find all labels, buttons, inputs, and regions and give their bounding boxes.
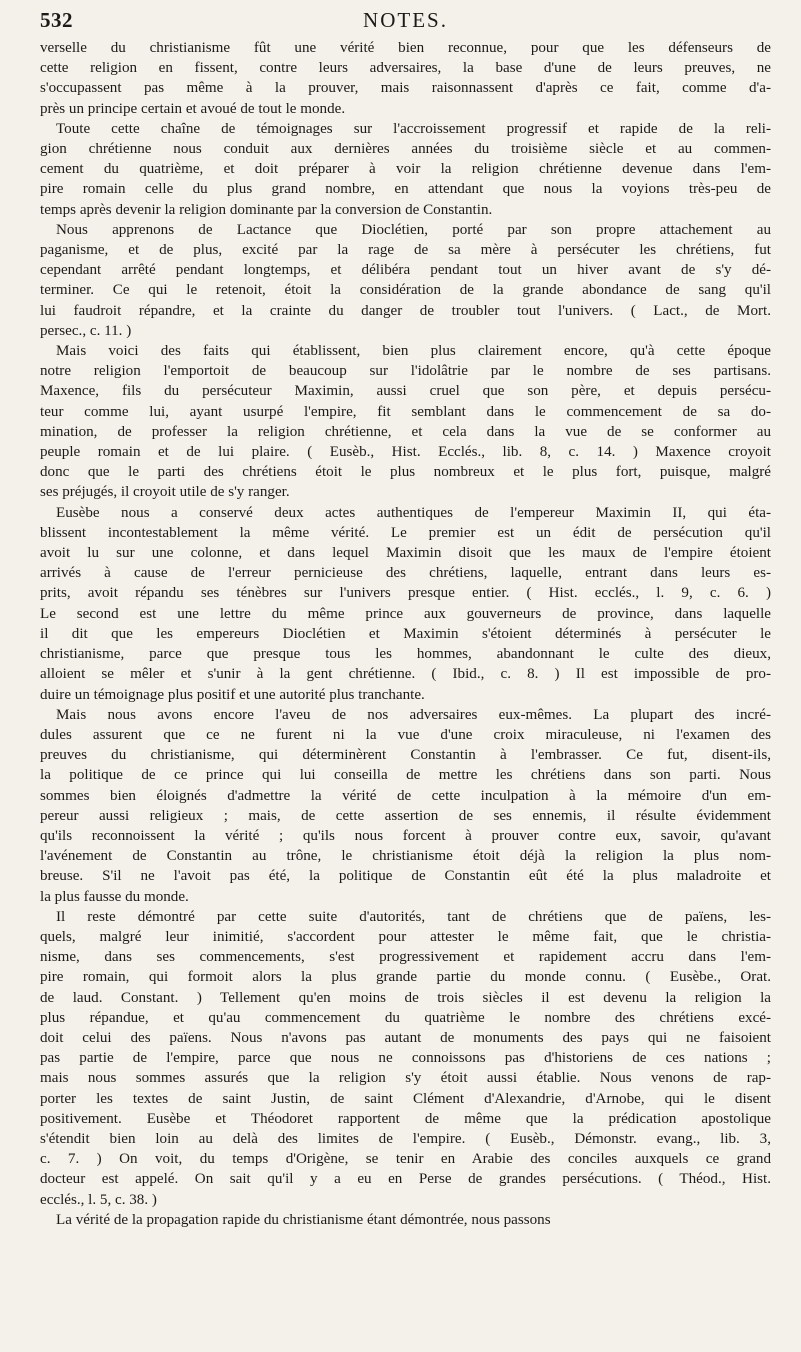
text-line: donc que le parti des chrétiens étoit le plus nombreux et le plus fort, puisque, malgré xyxy=(40,464,771,481)
text-line: paganisme, et de plus, excité par la rage de sa mère à persécuter les chrétiens, fut xyxy=(40,242,771,259)
text-line: il dit que les empereurs Dioclétien et Maximin s'étoient déterminés à persécuter le xyxy=(40,625,771,642)
text-line: Le second est une lettre du même prince aux gouverneurs de province, dans laquelle xyxy=(40,605,771,622)
paragraph xyxy=(40,220,771,341)
text-line: mination, de professer la religion chrétienne, et cela dans la vue de se conformer au xyxy=(40,423,771,440)
text-line: temps après devenir la religion dominante par la conversion de Constantin. xyxy=(40,201,493,218)
text-line: blissent incontestablement la même vérité. Le premier est un édit de persécution qu'il xyxy=(40,524,771,541)
text-line: Eusèbe nous a conservé deux actes authentiques de l'empereur Maximin II, qui éta- xyxy=(56,504,771,521)
text-line: Mais nous avons encore l'aveu de nos adversaires eux-mêmes. La plupart des incré- xyxy=(56,706,771,723)
text-line: docteur est appelé. On sait qu'il y a eu en Perse de grandes persécutions. ( Théod., Hist. xyxy=(40,1171,771,1188)
paragraph xyxy=(40,38,771,119)
text-line: sommes bien éloignés d'admettre la vérité de cette inculpation à la mémoire d'un em- xyxy=(40,787,771,804)
text-line: de laud. Constant. ) Tellement qu'en moins de trois siècles il est devenu la religion la xyxy=(40,989,771,1006)
text-line: porter les textes de saint Justin, de saint Clément d'Alexandrie, d'Arnobe, qui le disent xyxy=(40,1090,771,1107)
text-line: arrivés à cause de l'erreur pernicieuse des chrétiens, laquelle, entrant dans leurs es- xyxy=(40,565,771,582)
paragraph xyxy=(40,119,771,220)
running-title: NOTES. xyxy=(363,8,448,32)
text-line: notre religion l'emportoit de beaucoup sur l'idolâtrie par le nombre de ses partisans. xyxy=(40,363,771,380)
text-line: la politique de ce prince qui lui conseilla de mettre les chrétiens dans son parti. Nous xyxy=(40,767,771,784)
text-line: gion chrétienne nous conduit aux dernières années du troisième siècle et au commen- xyxy=(40,141,771,158)
text-line: pire romain celle du plus grand nombre, en attendant que nous la voyions très-peu de xyxy=(40,181,771,198)
text-line: Nous apprenons de Lactance que Dioclétien, porté par son propre attachement au xyxy=(56,221,771,238)
text-line: plus répandue, et qu'au commencement du quatrième le nombre des chrétiens excé- xyxy=(40,1009,771,1026)
paragraph xyxy=(40,1210,771,1230)
text-line: Toute cette chaîne de témoignages sur l'accroissement progressif et rapide de la reli- xyxy=(56,120,771,137)
text-line: breuse. S'il ne l'avoit pas été, la politique de Constantin eût été la plus maladroite et xyxy=(40,868,771,885)
text-line: qu'ils reconnoissent la vérité ; qu'ils nous forcent à prouver contre eux, savoir, qu'avant xyxy=(40,827,771,844)
text-line: c. 7. ) On voit, du temps d'Origène, se tenir en Arabie des conciles auxquels ce grand xyxy=(40,1151,771,1168)
text-line: pereur aussi religieux ; mais, de cette assertion de ses ennemis, il résulte évidemment xyxy=(40,807,771,824)
text-line: La vérité de la propagation rapide du christianisme étant démontrée, nous passons xyxy=(56,1211,551,1228)
text-line: s'occupassent pas même à la prouver, mais raisonnassent d'après ce fait, comme d'a- xyxy=(40,80,771,97)
text-line: christianisme, parce que presque tous les hommes, abandonnant le culte des dieux, xyxy=(40,646,771,663)
text-line: pire romain, qui formoit alors la plus grande partie du monde connu. ( Eusèbe., Orat. xyxy=(40,969,771,986)
text-line: verselle du christianisme fût une vérité bien reconnue, pour que les défenseurs de xyxy=(40,40,771,56)
text-line: dules assurent que ce ne furent ni la vue d'une croix miraculeuse, ni l'examen des xyxy=(40,726,771,743)
text-line: près un principe certain et avoué de tout le monde. xyxy=(40,100,346,117)
text-line: mais nous sommes assurés que la religion s'y étoit aussi établie. Nous venons de rap- xyxy=(40,1070,771,1087)
text-line: ecclés., l. 5, c. 38. ) xyxy=(40,1191,157,1208)
text-line: peuple romain et de lui plaire. ( Eusèb., Hist. Ecclés., lib. 8, c. 14. ) Maxence croyoit xyxy=(40,444,771,461)
text-line: prits, avoit répandu ses ténèbres sur l'univers presque entier. ( Hist. ecclés., l. 9, c. 6. ) xyxy=(40,585,771,602)
paragraph xyxy=(40,907,771,1210)
body-text xyxy=(40,38,771,1230)
text-line: positivement. Eusèbe et Théodoret rapportent de même que la prédication apostolique xyxy=(40,1110,771,1127)
text-line: pas partie de l'empire, parce que nous ne connoissons pas d'historiens de ces nations ; xyxy=(40,1050,771,1067)
text-line: l'avénement de Constantin au trône, le christianisme étoit déjà la religion la plus nom- xyxy=(40,848,771,865)
text-line: cette religion en fissent, contre leurs adversaires, la base d'une de leurs preuves, ne xyxy=(40,60,771,77)
text-line: teur comme lui, ayant usurpé l'empire, fit semblant dans le commencement de sa do- xyxy=(40,403,771,420)
paragraph xyxy=(40,705,771,907)
text-line: Il reste démontré par cette suite d'autorités, tant de chrétiens que de païens, les- xyxy=(56,908,771,925)
page-number: 532 xyxy=(40,8,73,32)
paragraph xyxy=(40,341,771,503)
page-header xyxy=(40,8,771,38)
text-line: nisme, dans ses commencements, s'est progressivement et rapidement accru dans l'em- xyxy=(40,949,771,966)
text-line: terminer. Ce qui le retenoit, étoit la considération de la grande abondance de sang qu'il xyxy=(40,282,771,299)
text-line: la plus fausse du monde. xyxy=(40,888,189,905)
text-line: cependant arrêté pendant longtemps, et délibéra pendant tout un hiver avant de s'y dé- xyxy=(40,262,771,279)
text-line: ses préjugés, il croyoit utile de s'y ranger. xyxy=(40,484,290,501)
text-line: cement du quatrième, et doit préparer à voir la religion chrétienne devenue dans l'em- xyxy=(40,161,771,178)
paragraph xyxy=(40,503,771,705)
text-line: Mais voici des faits qui établissent, bien plus clairement encore, qu'à cette époque xyxy=(56,343,771,360)
text-line: s'étendit bien loin au delà des limites de l'empire. ( Eusèb., Démonstr. evang., lib. 3, xyxy=(40,1130,771,1147)
text-line: preuves du christianisme, qui déterminèrent Constantin à l'embrasser. Ce fut, disent-ils, xyxy=(40,747,771,764)
text-line: alloient se mêler et s'unir à la gent chrétienne. ( Ibid., c. 8. ) Il est impossible de pro- xyxy=(40,666,771,683)
text-line: persec., c. 11. ) xyxy=(40,322,132,339)
text-line: quels, malgré leur inimitié, s'accordent pour attester le même fait, que le christia- xyxy=(40,928,771,945)
text-line: avoit lu sur une colonne, et dans lequel Maximin disoit que les maux de l'empire étoient xyxy=(40,545,771,562)
text-line: lui faudroit répandre, et la crainte du danger de troubler tout l'univers. ( Lact., de Mort. xyxy=(40,302,771,319)
text-line: doit celui des païens. Nous n'avons pas autant de monuments des pays qui ne faisoient xyxy=(40,1029,771,1046)
text-line: Maxence, fils du persécuteur Maximin, aussi cruel que son père, et depuis persécu- xyxy=(40,383,771,400)
text-line: duire un témoignage plus positif et une autorité plus tranchante. xyxy=(40,686,425,703)
